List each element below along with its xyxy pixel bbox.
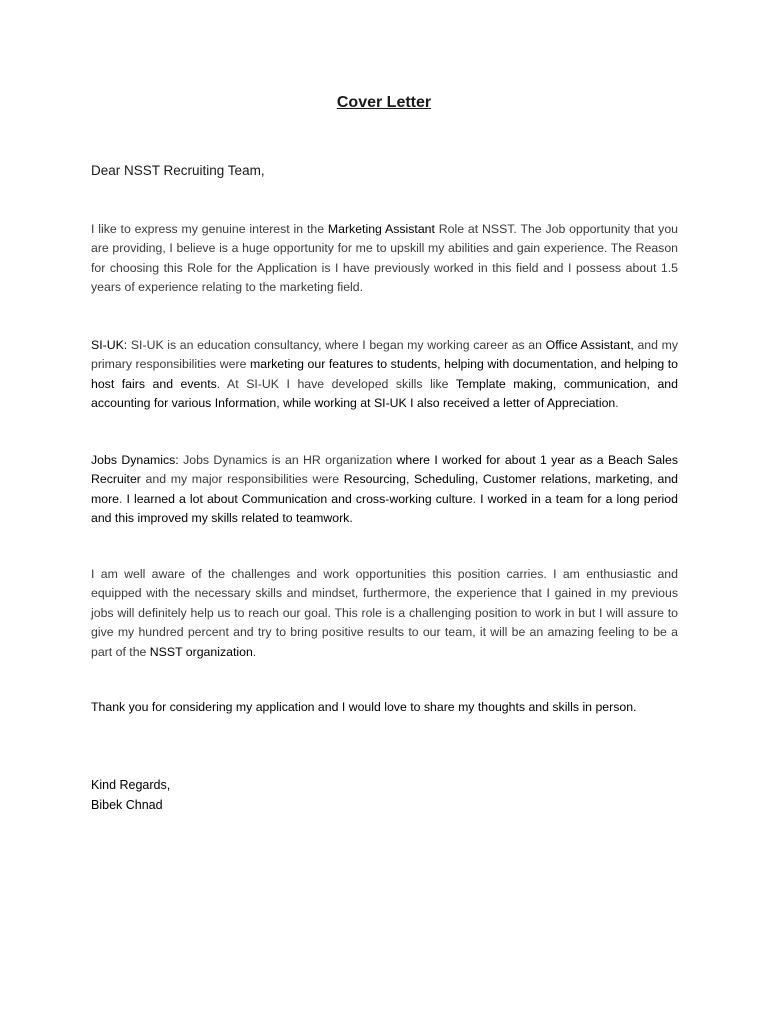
p1-role: Marketing Assistant (327, 222, 435, 236)
paragraph-motivation (91, 565, 678, 662)
page-title: Cover Letter (336, 94, 432, 111)
p4-text-a: I am well aware of the challenges and work opportunities this position carries. I am enthusiastic and equipped with the necessary skills and mindset, furthermore, the experience that I gained in my previous jobs will definitely help us to reach our goal. This role is a challenging position to work in but I will assure to give my hundred percent and try to bring positive results to our team, it will be an amazing feeling to be a part of the (91, 567, 678, 659)
p2-skills: Template making, communication, and accounting for various Information, while working at SI-UK I also received a letter of Appreciation (91, 376, 678, 411)
closing (91, 776, 170, 815)
paragraph-thanks: Thank you for considering my application and I would love to share my thoughts and skills in person. (91, 700, 637, 714)
p3-responsibilities: Resourcing, Scheduling, Customer relations, marketing, and more (91, 472, 678, 506)
p3-heading: Jobs Dynamics: (91, 453, 179, 467)
p2-text-d: and my primary responsibilities were (91, 338, 678, 372)
p2-text-f: . At SI-UK I have developed skills like (216, 376, 456, 391)
p2-responsibilities: marketing our features to students, helping with documentation, and helping to host fairs and events (91, 357, 678, 391)
p3-text-d: and my major responsibilities were (140, 472, 344, 487)
salutation: Dear NSST Recruiting Team, (91, 163, 265, 178)
p4-text-c: . (252, 644, 257, 659)
paragraph-siuk (91, 336, 678, 414)
closing-regards: Kind Regards, (91, 778, 171, 792)
p3-text-b: Jobs Dynamics is an HR organization (178, 453, 397, 467)
p1-text-a: I like to express my genuine interest in the (91, 222, 328, 236)
signature-name: Bibek Chnad (91, 797, 163, 812)
p2-text-b: SI-UK is an education consultancy, where I began my working career as an (127, 338, 546, 352)
p3-teamwork: I worked in a team for a long period and this improved my skills related to teamwork. (91, 491, 678, 526)
paragraph-interest (91, 220, 678, 298)
p3-learning: I learned a lot about Communication and cross-working culture (126, 491, 473, 506)
p2-position: Office Assistant, (545, 338, 634, 352)
paragraph-jobs-dynamics (91, 451, 678, 529)
p3-text-f: . (119, 491, 127, 506)
p4-organization: NSST organization (149, 644, 253, 659)
p1-text-c: Role at NSST. The Job opportunity that you are providing, I believe is a huge opportunity for me to upskill my abilities and gain experience. The Reason for choosing this Role for the Application is I have previously worked in this field and I possess about 1.5 years of experience relating to the marketing field. (91, 222, 678, 295)
p3-text-h: . (472, 491, 481, 506)
p2-text-h: . (615, 396, 619, 411)
p3-role: where I worked for about 1 year as a Beach Sales Recruiter (91, 453, 678, 487)
p2-heading: SI-UK: (91, 338, 128, 352)
